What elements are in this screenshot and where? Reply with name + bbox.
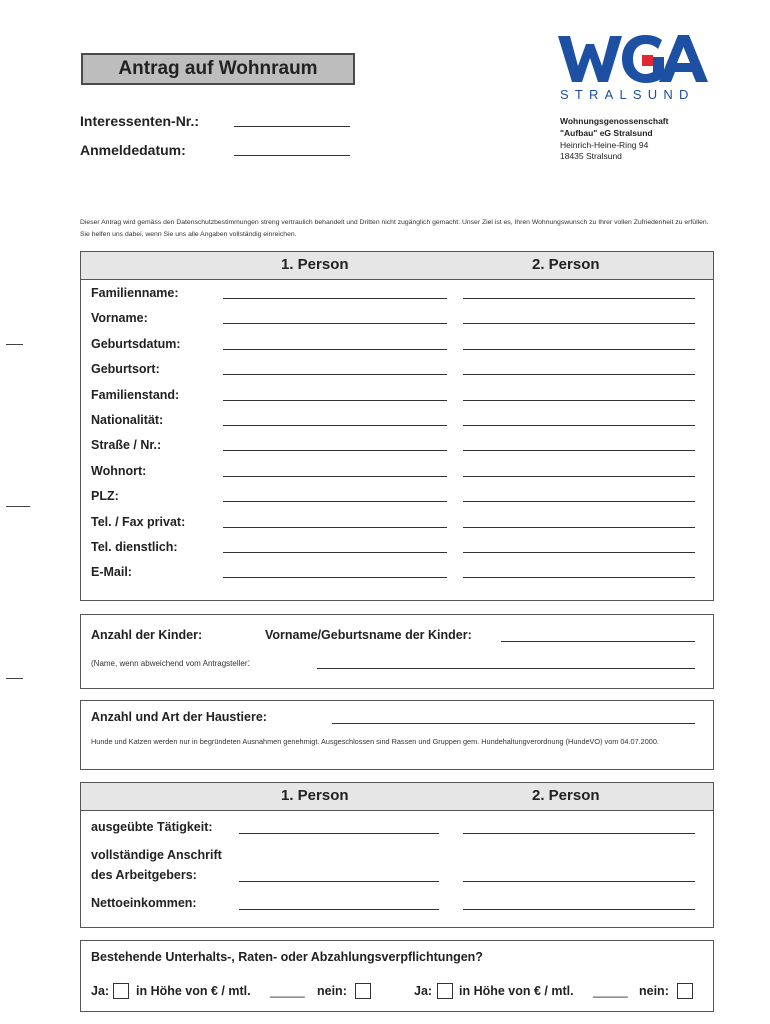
field-label-tel-fax-privat: Tel. / Fax privat: bbox=[91, 514, 186, 529]
hoehe-field-person-2[interactable]: _____ bbox=[593, 984, 628, 998]
logo-letter-w bbox=[558, 36, 622, 82]
pets-section bbox=[80, 700, 714, 770]
fold-mark bbox=[6, 506, 30, 507]
col-head-person-2: 2. Person bbox=[532, 256, 600, 273]
ja-checkbox-person-2[interactable] bbox=[437, 983, 453, 999]
nein-checkbox-person-2[interactable] bbox=[677, 983, 693, 999]
field-straße-nr-person-2[interactable] bbox=[463, 450, 695, 451]
interessenten-field[interactable] bbox=[234, 126, 350, 127]
field-e-mail-person-2[interactable] bbox=[463, 577, 695, 578]
field-plz-person-1[interactable] bbox=[223, 501, 447, 502]
address-line-4: 18435 Stralsund bbox=[560, 151, 622, 161]
field-geburtsdatum-person-1[interactable] bbox=[223, 349, 447, 350]
anmeldedatum-label: Anmeldedatum: bbox=[80, 142, 186, 158]
children-name-differs-field[interactable] bbox=[317, 668, 695, 669]
obligations-section bbox=[80, 940, 714, 1012]
anmeldedatum-field[interactable] bbox=[234, 155, 350, 156]
field-tel-fax-privat-person-2[interactable] bbox=[463, 527, 695, 528]
section-header bbox=[81, 783, 713, 811]
taetigkeit-field-person-2[interactable] bbox=[463, 833, 695, 834]
field-nationalität-person-1[interactable] bbox=[223, 425, 447, 426]
ja-label-person-1: Ja: bbox=[91, 984, 110, 998]
field-label-geburtsort: Geburtsort: bbox=[91, 362, 160, 377]
personal-data-section bbox=[80, 251, 714, 601]
form-title: Antrag auf Wohnraum bbox=[81, 53, 355, 85]
nein-label-person-2: nein: bbox=[639, 984, 669, 998]
children-names-label: Vorname/Geburtsname der Kinder: bbox=[265, 628, 472, 642]
field-plz-person-2[interactable] bbox=[463, 501, 695, 502]
hoehe-label-person-1: in Höhe von € / mtl. bbox=[136, 984, 251, 998]
anschrift-label-line-2: des Arbeitgebers: bbox=[91, 868, 197, 882]
anschrift-field-person-2[interactable] bbox=[463, 881, 695, 882]
fold-mark bbox=[6, 678, 23, 679]
address-line-1: Wohnungsgenossenschaft bbox=[560, 116, 669, 126]
children-section bbox=[80, 614, 714, 689]
field-e-mail-person-1[interactable] bbox=[223, 577, 447, 578]
field-familienname-person-1[interactable] bbox=[223, 298, 447, 299]
anschrift-label-line-1: vollständige Anschrift bbox=[91, 848, 222, 862]
field-label-tel-dienstlich: Tel. dienstlich: bbox=[91, 540, 178, 554]
field-label-e-mail: E-Mail: bbox=[91, 565, 132, 580]
field-label-vorname: Vorname: bbox=[91, 311, 148, 326]
children-note: (Name, wenn abweichend vom Antragsteller: bbox=[91, 658, 251, 669]
logo-city: STRALSUND bbox=[560, 87, 695, 102]
field-label-straße-nr: Straße / Nr.: bbox=[91, 438, 162, 453]
employment-section bbox=[80, 782, 714, 928]
field-label-familienname: Familienname: bbox=[91, 286, 179, 300]
field-tel-fax-privat-person-1[interactable] bbox=[223, 527, 447, 528]
taetigkeit-label: ausgeübte Tätigkeit: bbox=[91, 820, 213, 834]
field-nationalität-person-2[interactable] bbox=[463, 425, 695, 426]
field-tel-dienstlich-person-1[interactable] bbox=[223, 552, 447, 553]
field-label-geburtsdatum: Geburtsdatum: bbox=[91, 336, 181, 351]
hoehe-label-person-2: in Höhe von € / mtl. bbox=[459, 984, 574, 998]
field-label-nationalität: Nationalität: bbox=[91, 413, 164, 427]
nein-label-person-1: nein: bbox=[317, 984, 347, 998]
field-familienname-person-2[interactable] bbox=[463, 298, 695, 299]
field-familienstand-person-1[interactable] bbox=[223, 400, 447, 401]
field-vorname-person-1[interactable] bbox=[223, 323, 447, 324]
einkommen-field-person-1[interactable] bbox=[239, 909, 439, 910]
field-label-wohnort: Wohnort: bbox=[91, 463, 147, 478]
einkommen-label: Nettoeinkommen: bbox=[91, 896, 197, 910]
ja-checkbox-person-1[interactable] bbox=[113, 983, 129, 999]
field-tel-dienstlich-person-2[interactable] bbox=[463, 552, 695, 553]
address-line-3: Heinrich-Heine-Ring 94 bbox=[560, 140, 649, 150]
field-geburtsort-person-1[interactable] bbox=[223, 374, 447, 375]
field-label-plz: PLZ: bbox=[91, 489, 119, 504]
intro-text: Dieser Antrag wird gemäss den Datenschutzbestimmungen streng vertraulich behandelt und Dritten nicht zugänglich gemacht. Unser Ziel ist es, Ihren Wohnungswunsch zu Ihrer vollen Zufriedenheit zu erfüllen. Sie helfen uns dabei, wenn Sie uns alle Angaben vollständig einreichen. bbox=[80, 219, 709, 238]
pets-note: Hunde und Katzen werden nur in begründeten Ausnahmen genehmigt. Ausgeschlossen sind Rassen und Gruppen gem. Hundehaltungverordnung (HundeVO) vom 04.07.2000. bbox=[91, 737, 659, 746]
interessenten-label: Interessenten-Nr.: bbox=[80, 113, 200, 129]
col-head-person-1: 1. Person bbox=[281, 787, 349, 804]
logo-red-square bbox=[642, 55, 653, 66]
field-straße-nr-person-1[interactable] bbox=[223, 450, 447, 451]
field-wohnort-person-1[interactable] bbox=[223, 476, 447, 477]
anschrift-field-person-1[interactable] bbox=[239, 881, 439, 882]
address-line-2: "Aufbau" eG Stralsund bbox=[560, 128, 653, 138]
pets-label: Anzahl und Art der Haustiere: bbox=[91, 710, 267, 724]
nein-checkbox-person-1[interactable] bbox=[355, 983, 371, 999]
col-head-person-1: 1. Person bbox=[281, 256, 349, 273]
einkommen-field-person-2[interactable] bbox=[463, 909, 695, 910]
section-header bbox=[81, 252, 713, 280]
field-geburtsort-person-2[interactable] bbox=[463, 374, 695, 375]
field-familienstand-person-2[interactable] bbox=[463, 400, 695, 401]
children-count-label: Anzahl der Kinder: bbox=[91, 628, 203, 642]
field-vorname-person-2[interactable] bbox=[463, 323, 695, 324]
obligations-question: Bestehende Unterhalts-, Raten- oder Abzahlungsverpflichtungen? bbox=[91, 950, 483, 964]
children-names-field[interactable] bbox=[501, 641, 695, 642]
col-head-person-2: 2. Person bbox=[532, 787, 600, 804]
field-label-familienstand: Familienstand: bbox=[91, 387, 180, 402]
pets-field[interactable] bbox=[332, 723, 695, 724]
taetigkeit-field-person-1[interactable] bbox=[239, 833, 439, 834]
hoehe-field-person-1[interactable]: _____ bbox=[270, 984, 305, 998]
field-geburtsdatum-person-2[interactable] bbox=[463, 349, 695, 350]
field-wohnort-person-2[interactable] bbox=[463, 476, 695, 477]
fold-mark bbox=[6, 344, 23, 345]
ja-label-person-2: Ja: bbox=[414, 984, 433, 998]
